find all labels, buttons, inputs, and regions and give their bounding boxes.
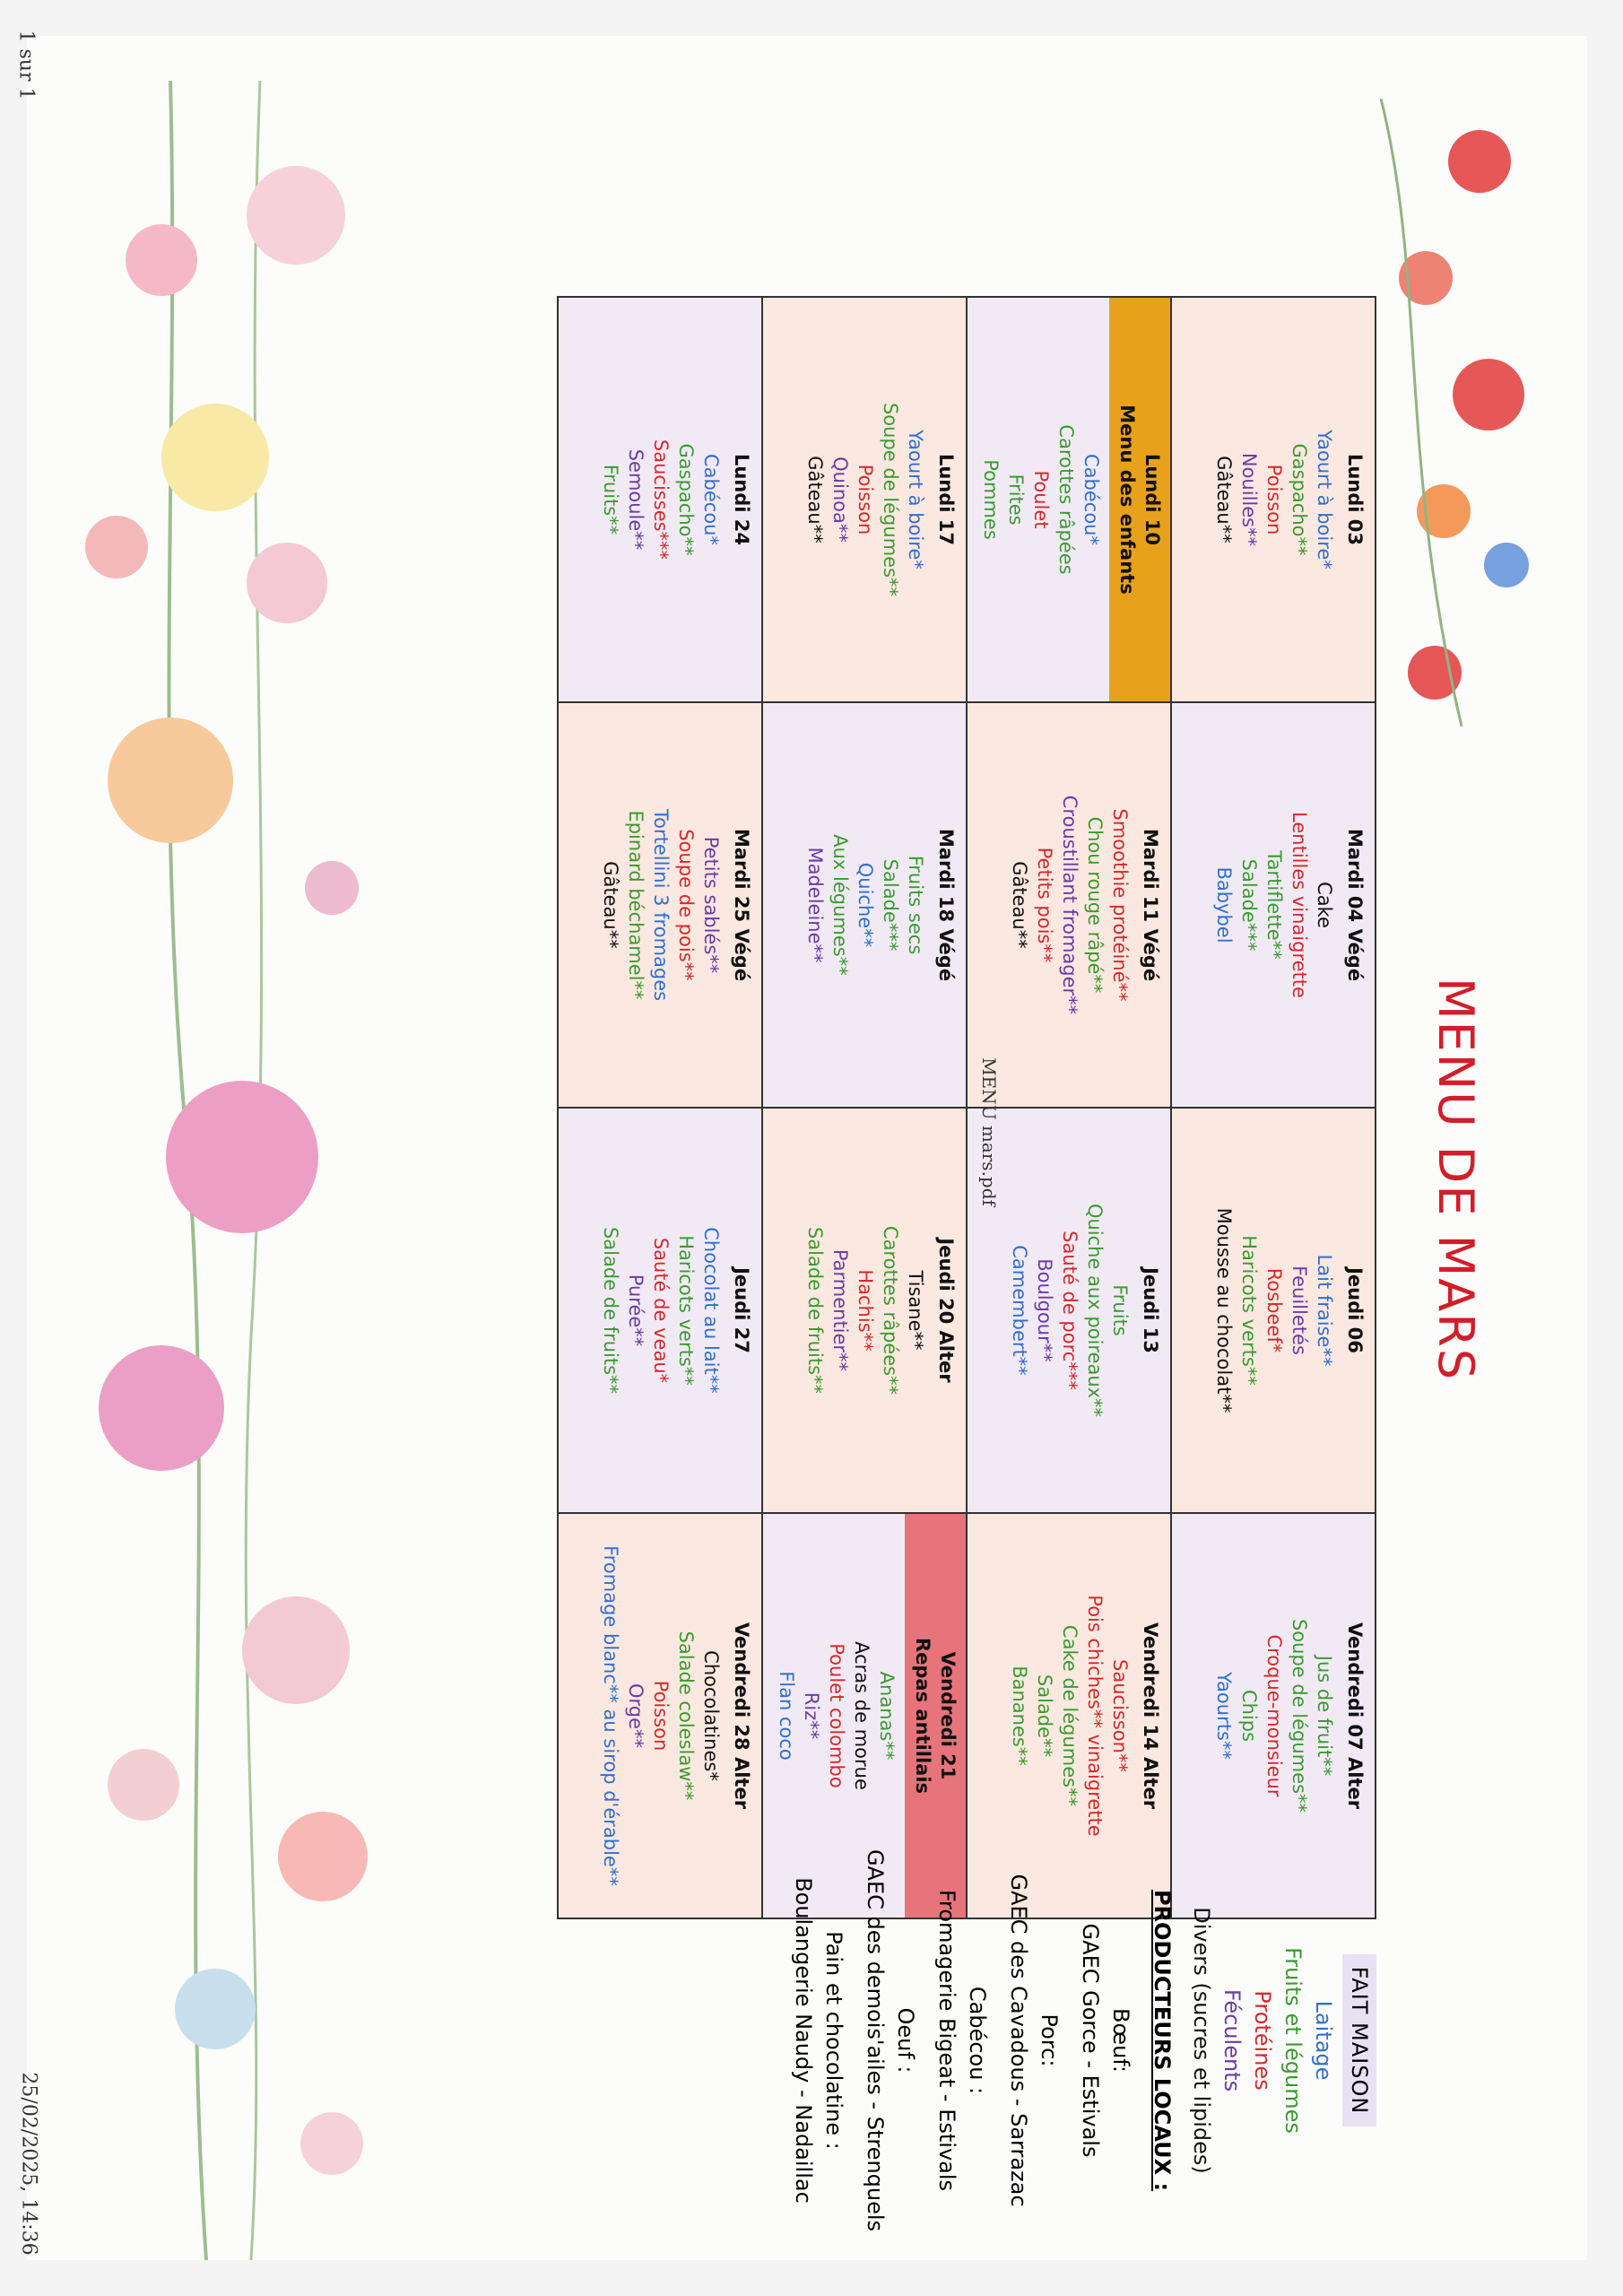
dish-item: Rosbeef*: [1263, 1267, 1285, 1353]
rotated-menu-sheet: [139, 81, 1538, 2287]
dish-item: Cake de légumes**: [1059, 1624, 1081, 1807]
dish-item: Gâteau**: [1009, 861, 1030, 949]
dish-item: Gâteau**: [804, 456, 826, 544]
day-heading: Vendredi 07 Alter: [1344, 1622, 1366, 1810]
dish-item: Petits sablés**: [700, 836, 722, 974]
dish-item: Quiche**: [855, 862, 876, 948]
dish-item: Salade coleslaw**: [675, 1631, 697, 1801]
producer-entry: [1003, 1848, 1064, 2233]
dish-item: Boulgour**: [1034, 1258, 1055, 1362]
dish-item: Aux légumes**: [829, 834, 851, 976]
producer-label: Cabécou :: [965, 1986, 990, 2095]
dish-item: Gaspacho**: [675, 443, 697, 556]
dish-item: Ananas**: [876, 1671, 898, 1761]
dish-item: Sauté de porc***: [1059, 1231, 1081, 1390]
dish-item: Flan coco: [776, 1671, 797, 1761]
dish-item: Poisson: [1263, 464, 1285, 535]
legend-fait-maison: FAIT MAISON: [1342, 1954, 1376, 2127]
menu-day-cell: [967, 702, 1171, 1108]
producer-entry: [788, 1848, 849, 2233]
dish-item: Fromage blanc** au sirop d'érable**: [600, 1545, 621, 1886]
dish-item: Salade***: [880, 858, 901, 952]
day-heading: Vendredi 28 Alter: [731, 1622, 752, 1810]
dish-item: Yaourts**: [1213, 1672, 1235, 1760]
dish-item: Salade de fruits**: [600, 1226, 621, 1395]
dish-item: Poisson: [650, 1680, 672, 1752]
legend-proteines: Protéines: [1250, 1990, 1275, 2091]
day-heading: Jeudi 06: [1344, 1267, 1366, 1353]
dish-item: Sauté de veau*: [650, 1237, 672, 1384]
menu-day-cell: [762, 297, 967, 702]
dish-item: Croustillant fromager**: [1059, 795, 1081, 1015]
dish-item: Cake: [1314, 882, 1335, 928]
menu-day-cell: [558, 297, 762, 702]
dish-item: Feuilletés: [1289, 1265, 1310, 1355]
week-row: [1171, 297, 1376, 1918]
dish-item: Haricots verts**: [675, 1235, 697, 1386]
dish-item: Gâteau**: [1213, 456, 1235, 544]
day-heading: Jeudi 13: [1140, 1267, 1161, 1353]
dish-item: Chou rouge râpé**: [1084, 816, 1106, 994]
producer-label: Bœuf:: [1108, 2008, 1133, 2073]
dish-item: Salade***: [1238, 858, 1260, 952]
dish-item: Fruits**: [600, 464, 621, 535]
print-datetime: 25/02/2025, 14:36: [17, 2072, 40, 2256]
dish-item: Frites: [1005, 474, 1027, 526]
dish-item: Saucisses***: [650, 439, 672, 561]
producer-entry: [860, 1848, 921, 2233]
day-heading: Lundi 17: [935, 453, 957, 546]
dish-item: Chocolat au lait**: [700, 1227, 722, 1394]
dish-item: Nouilles**: [1238, 452, 1260, 547]
page-count: 1 sur 1: [14, 30, 38, 100]
dish-item: Saucisson**: [1109, 1659, 1131, 1772]
day-heading: Mardi 11 Végé: [1140, 828, 1161, 982]
dish-item: Lait fraise**: [1314, 1254, 1335, 1367]
menu-day-cell: [1171, 297, 1376, 702]
day-heading: Mardi 25 Végé: [731, 828, 752, 982]
dish-item: Soupe de pois**: [675, 829, 697, 981]
dish-item: Cabécou*: [1081, 454, 1102, 545]
dish-item: Petits pois**: [1034, 847, 1055, 963]
dish-item: Chocolatines*: [700, 1650, 722, 1781]
producer-name: Boulangerie Naudy - Nadaillac: [791, 1877, 816, 2204]
dish-item: Tortellini 3 fromages: [650, 808, 672, 1002]
dish-item: Soupe de légumes**: [1289, 1618, 1310, 1813]
dish-item: Salade de fruits**: [804, 1226, 826, 1395]
dish-item: Tisane**: [905, 1270, 926, 1351]
dish-item: Camembert**: [1009, 1245, 1030, 1376]
producer-name: GAEC Gorce - Estivals: [1078, 1923, 1103, 2158]
menu-day-cell: [558, 702, 762, 1108]
week-row: [762, 297, 967, 1918]
dish-item: Quiche aux poireaux**: [1084, 1203, 1106, 1418]
legend-divers: Divers (sucres et lipides): [1189, 1907, 1214, 2174]
dish-item: Jus de fruit**: [1314, 1655, 1335, 1777]
dish-item: Chips: [1238, 1689, 1260, 1743]
dish-item: Gaspacho**: [1289, 443, 1310, 556]
producer-entry: [1075, 1848, 1136, 2233]
legend-laitage: Laitage: [1311, 2000, 1336, 2081]
producer-name: Fromagerie Bigeat - Estivals: [934, 1889, 959, 2192]
scanned-page: [27, 36, 1587, 2260]
dish-item: Yaourt à boire*: [1314, 430, 1335, 570]
dish-item: Riz**: [801, 1692, 822, 1740]
dish-item: Semoule**: [625, 448, 647, 551]
dish-item: Babybel: [1213, 866, 1235, 944]
producteurs-list: [788, 1848, 1136, 2233]
dish-item: Lentilles vinaigrette: [1289, 812, 1310, 998]
day-heading: Lundi 03: [1344, 453, 1366, 546]
producer-name: GAEC des Cavadous - Sarrazac: [1006, 1874, 1031, 2207]
day-heading: Jeudi 20 Alter: [935, 1238, 957, 1383]
dish-item: Haricots verts**: [1238, 1235, 1260, 1386]
week-row: [558, 297, 762, 1918]
dish-item: Smoothie protéiné**: [1109, 808, 1131, 1002]
producer-label: Pain et chocolatine :: [821, 1931, 846, 2150]
dish-item: Pommes: [980, 459, 1002, 540]
dish-item: Hachis**: [855, 1269, 876, 1352]
dish-item: Gâteau**: [600, 861, 621, 949]
day-heading: Lundi 24: [731, 453, 752, 546]
day-heading: Mardi 18 Végé: [935, 828, 957, 982]
producteurs-title: PRODUCTEURS LOCAUX :: [1150, 1889, 1175, 2192]
dish-item: Carottes râpées**: [880, 1225, 901, 1396]
dish-item: Acras de morue: [851, 1641, 872, 1790]
producer-label: Porc:: [1037, 2013, 1062, 2067]
dish-item: Salade**: [1034, 1674, 1055, 1758]
dish-item: Madeleine**: [804, 847, 826, 963]
dish-item: Poulet colombo: [826, 1643, 847, 1788]
menu-table: [557, 296, 1376, 1919]
dish-item: Carottes râpées: [1055, 424, 1077, 575]
menu-day-cell: [1171, 702, 1376, 1108]
menu-day-cell: [1171, 1108, 1376, 1513]
print-filename: MENU mars.pdf: [977, 1057, 1000, 1206]
menu-day-cell: [558, 1513, 762, 1918]
dish-item: Poisson: [855, 464, 876, 535]
day-heading: Vendredi 14 Alter: [1140, 1622, 1161, 1810]
menu-title: MENU DE MARS: [1428, 978, 1484, 1381]
day-heading: Mardi 04 Végé: [1344, 828, 1366, 982]
dish-item: Croque-monsieur: [1263, 1634, 1285, 1797]
producer-name: GAEC des demois'ailes - Strenquels: [863, 1848, 888, 2232]
legend-feculents: Féculents: [1219, 1988, 1245, 2092]
menu-day-cell: [967, 297, 1171, 702]
dish-item: Epinard béchamel**: [625, 810, 647, 1000]
menu-day-cell: [762, 1108, 967, 1513]
legend-box: [788, 1848, 1376, 2233]
dish-item: Fruits secs: [905, 855, 926, 955]
dish-item: Yaourt à boire*: [905, 430, 926, 570]
menu-day-cell: [762, 702, 967, 1108]
legend-fruits-legumes: Fruits et légumes: [1280, 1947, 1306, 2134]
dish-item: Quinoa**: [829, 457, 851, 543]
dish-item: Poulet: [1030, 470, 1052, 529]
dish-item: Mousse au chocolat**: [1213, 1207, 1235, 1413]
day-heading: Vendredi 21 Repas antillais: [905, 1514, 966, 1918]
dish-item: Bananes**: [1009, 1665, 1030, 1766]
day-heading: Lundi 10 Menu des enfants: [1109, 298, 1170, 701]
dish-item: Parmentier**: [829, 1248, 851, 1372]
dish-item: Orge**: [625, 1683, 647, 1749]
dish-item: Cabécou*: [700, 454, 722, 545]
dish-item: Pois chiches** vinaigrette: [1084, 1595, 1106, 1837]
producer-entry: [932, 1848, 993, 2233]
producer-label: Oeuf :: [893, 2007, 918, 2074]
dish-item: Fruits: [1109, 1284, 1131, 1336]
dish-item: Soupe de légumes**: [880, 402, 901, 597]
day-heading: Jeudi 27: [731, 1267, 752, 1353]
menu-day-cell: [558, 1108, 762, 1513]
dish-item: Tartiflette**: [1263, 850, 1285, 960]
dish-item: Purée**: [625, 1274, 647, 1347]
